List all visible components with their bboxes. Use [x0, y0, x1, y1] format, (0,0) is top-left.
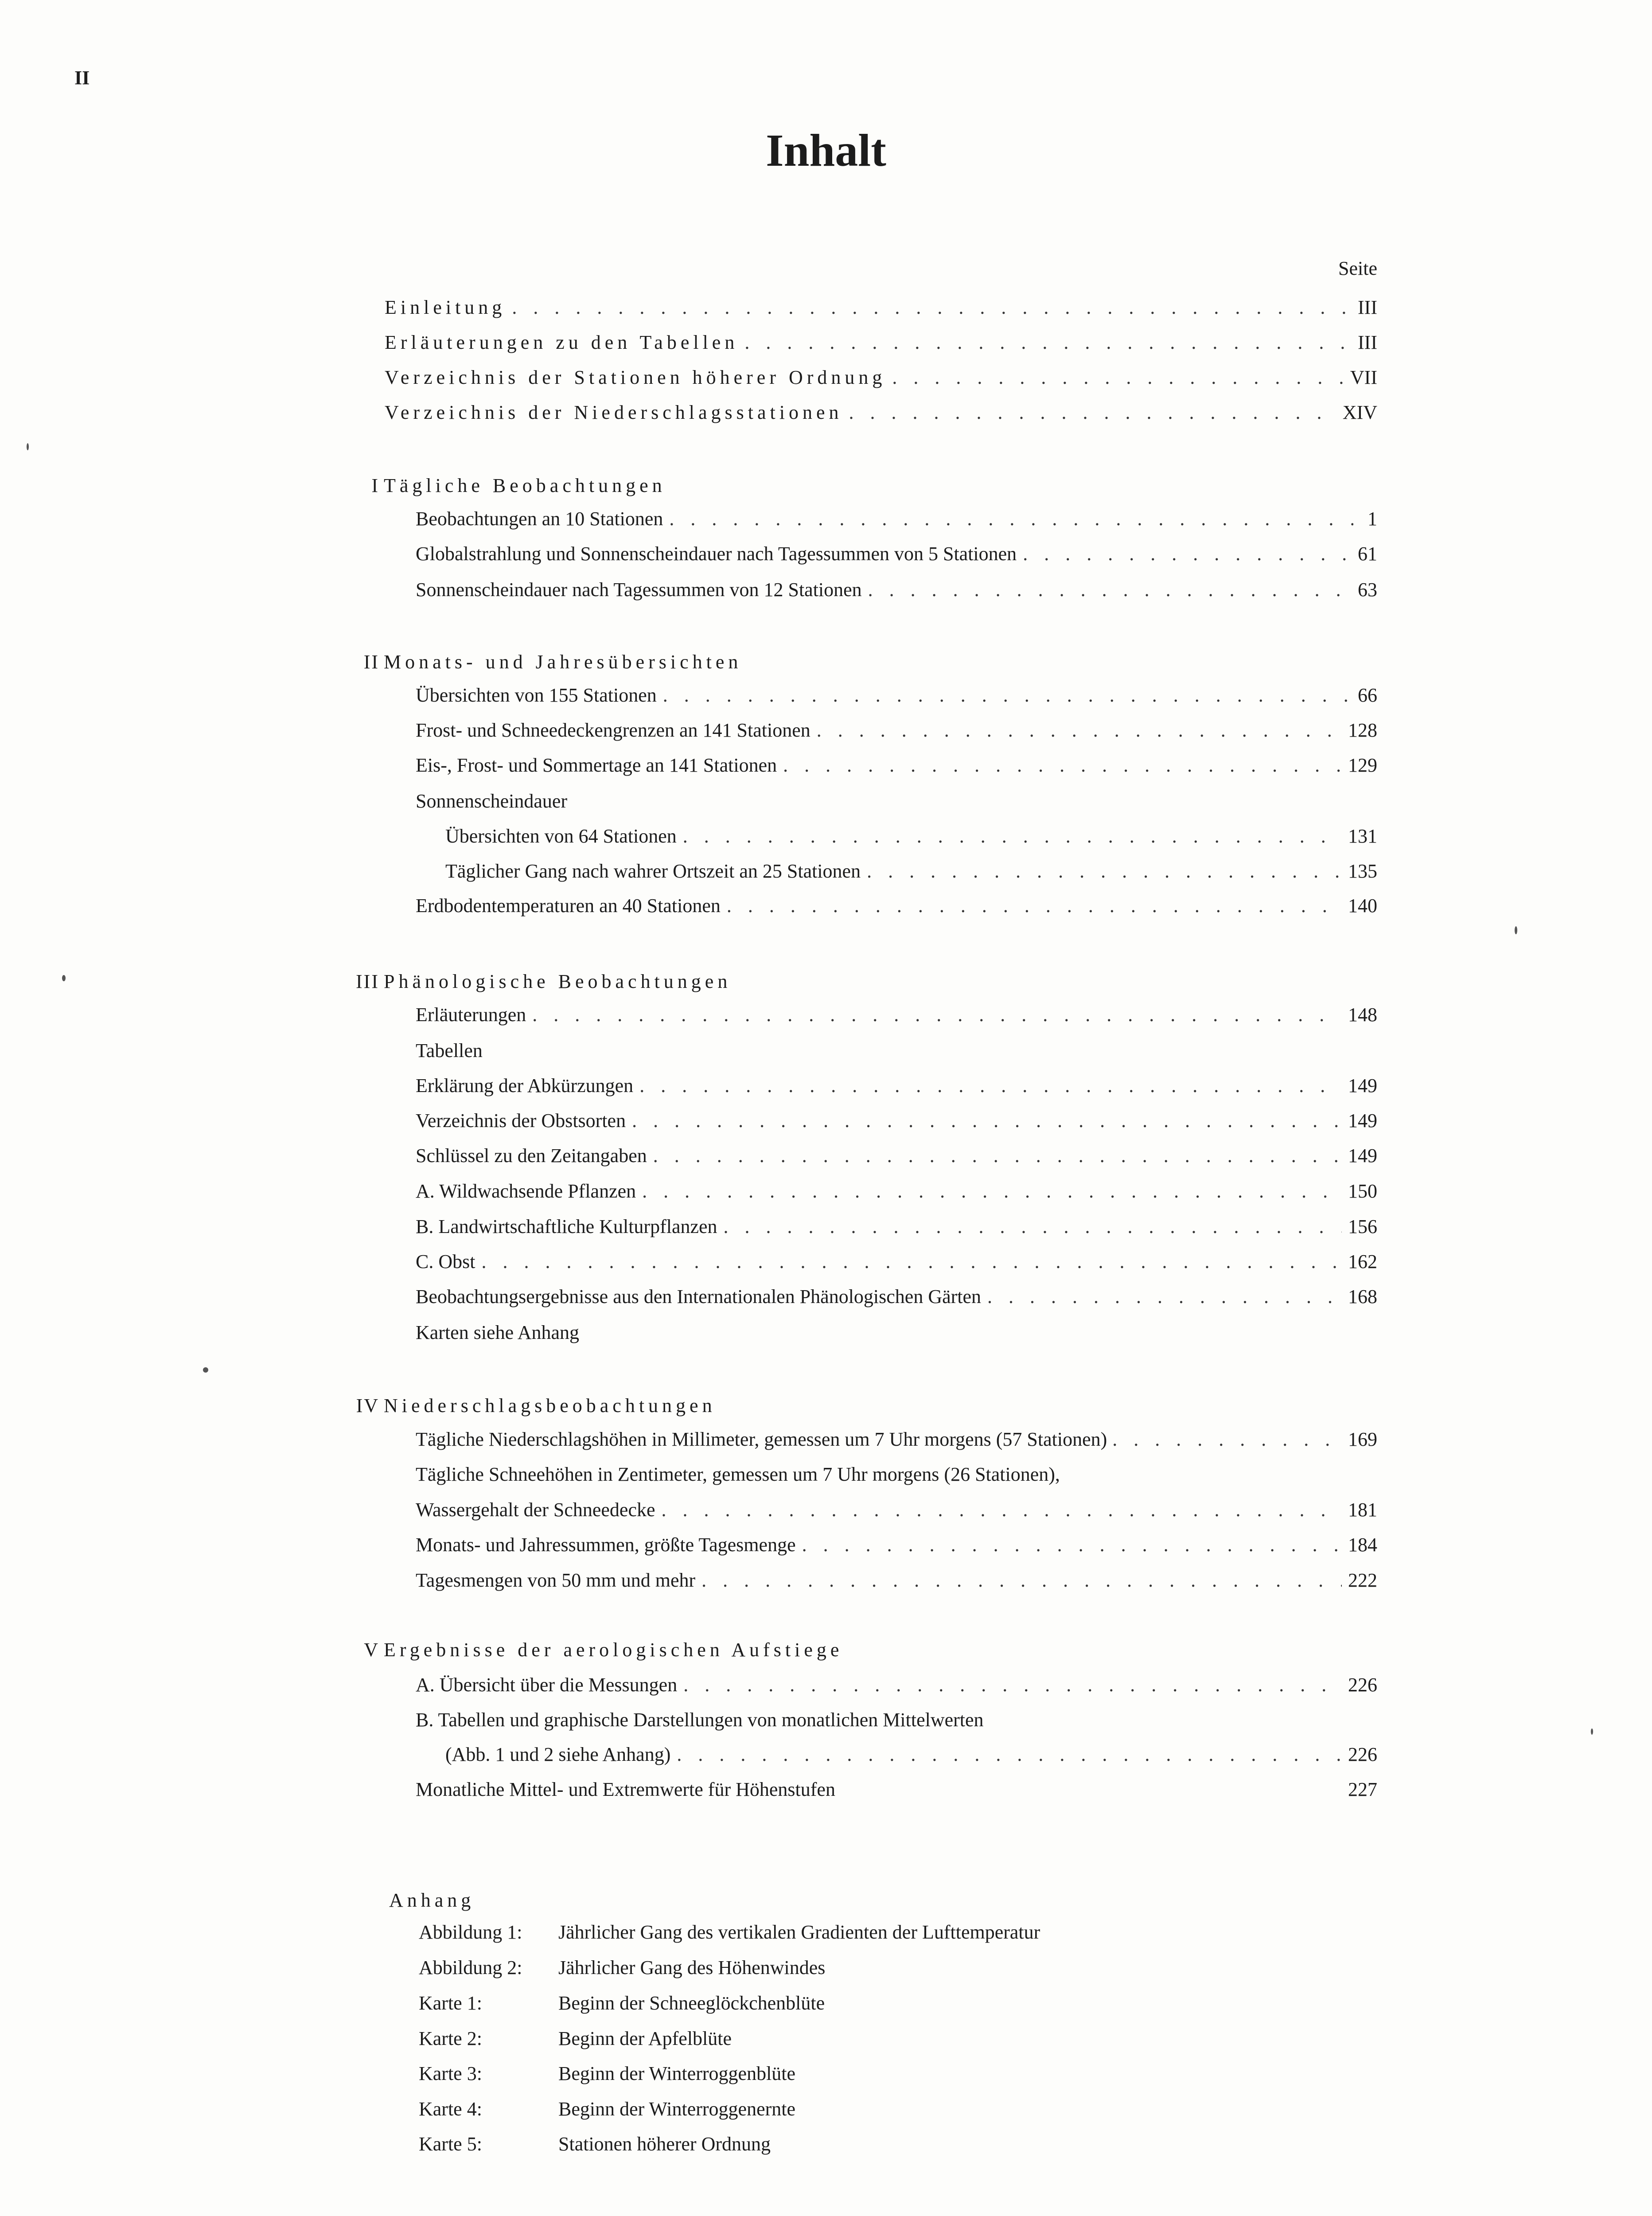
toc-entry-continued: [416, 1463, 1377, 1490]
toc-entry-page: 184: [1348, 1534, 1377, 1556]
toc-entry: [385, 331, 1377, 358]
toc-entry-title: Schlüssel zu den Zeitangaben: [416, 1145, 647, 1167]
toc-entry-title: Übersichten von 155 Stationen: [416, 684, 657, 706]
toc-entry-title: Tägliche Niederschlagshöhen in Millimeter, gemessen um 7 Uhr morgens (57 Stationen): [416, 1428, 1107, 1450]
appendix-heading: Anhang: [389, 1889, 475, 1911]
appendix-item-text: Jährlicher Gang des Höhenwindes: [558, 1957, 826, 1978]
dot-leader: [1112, 1428, 1343, 1451]
toc-entry: [416, 1285, 1377, 1312]
toc-entry-title: Erdbodentemperaturen an 40 Stationen: [416, 895, 721, 917]
toc-note: [416, 1321, 1377, 1348]
toc-entry: [416, 1003, 1377, 1030]
toc-entry-page: 226: [1348, 1674, 1377, 1696]
dot-leader: [532, 1003, 1342, 1026]
dot-leader: [639, 1074, 1342, 1097]
dot-leader: [724, 1215, 1342, 1238]
toc-subheading: [416, 1039, 1377, 1066]
dot-leader: [683, 1674, 1342, 1696]
toc-entry-title: Monats- und Jahressummen, größte Tagesmenge: [416, 1534, 796, 1556]
appendix-item-text: Beginn der Apfelblüte: [558, 2028, 732, 2049]
dot-leader: [987, 1285, 1342, 1308]
toc-entry-page: 128: [1348, 719, 1377, 741]
toc-entry: [416, 1674, 1377, 1700]
toc-entry-page: 156: [1348, 1216, 1377, 1237]
dot-leader: [683, 825, 1342, 847]
toc-entry: [416, 1215, 1377, 1242]
toc-entry-page: 149: [1348, 1110, 1377, 1131]
toc-entry-title: Frost- und Schneedeckengrenzen an 141 Stationen: [416, 719, 810, 741]
appendix-item-label: Karte 3:: [419, 2063, 482, 2084]
toc-entry: [416, 1250, 1377, 1277]
section-heading: [342, 651, 742, 673]
toc-entry: [416, 1144, 1377, 1171]
dot-leader: [1023, 542, 1352, 565]
toc-entry: [385, 366, 1377, 393]
dot-leader: [677, 1743, 1342, 1766]
dot-leader: [669, 507, 1353, 530]
toc-entry-title: Eis-, Frost- und Sommertage an 141 Stationen: [416, 754, 777, 776]
toc-entry: [416, 1533, 1377, 1560]
dot-leader: [481, 1250, 1342, 1273]
appendix-item: [419, 2027, 732, 2054]
section-number: IV: [356, 1395, 379, 1416]
toc-entry-title: B. Landwirtschaftliche Kulturpflanzen: [416, 1216, 717, 1237]
section-title: Phänologische Beobachtungen: [384, 971, 732, 992]
dot-leader: [744, 331, 1352, 354]
toc-entry-page: 61: [1358, 543, 1377, 565]
page-column-header: Seite: [1338, 257, 1377, 279]
dot-leader: [817, 719, 1342, 741]
toc-entry-page: 150: [1348, 1180, 1377, 1202]
toc-entry: [416, 1074, 1377, 1101]
toc-entry-title: Übersichten von 64 Stationen: [445, 825, 677, 847]
appendix-item: [419, 2062, 795, 2089]
dot-leader: [512, 296, 1352, 319]
appendix-item-label: Karte 2:: [419, 2028, 482, 2049]
toc-entry-title: Täglicher Gang nach wahrer Ortszeit an 25 Stationen: [445, 860, 861, 882]
appendix-item: [419, 1992, 825, 2018]
toc-entry-title: (Abb. 1 und 2 siehe Anhang): [445, 1744, 671, 1765]
dot-leader: [868, 578, 1352, 601]
appendix-item-text: Stationen höherer Ordnung: [558, 2133, 771, 2155]
toc-entry-page: 226: [1348, 1744, 1377, 1765]
section-heading: [342, 474, 666, 497]
toc-entry-page: 149: [1348, 1075, 1377, 1096]
toc-entry: [416, 578, 1377, 605]
toc-entry-title: A. Übersicht über die Messungen: [416, 1674, 678, 1696]
toc-entry: [385, 401, 1377, 428]
toc-entry-title: Beobachtungen an 10 Stationen: [416, 508, 663, 530]
toc-entry: [416, 542, 1377, 569]
section-title: Tägliche Beobachtungen: [384, 475, 666, 496]
toc-entry-title: Beobachtungsergebnisse aus den Internationalen Phänologischen Gärten: [416, 1286, 982, 1307]
toc-entry-page: 140: [1348, 895, 1377, 917]
dot-leader: [802, 1533, 1342, 1556]
toc-entry-title: B. Tabellen und graphische Darstellungen von monatlichen Mittelwerten: [416, 1709, 984, 1731]
toc-entry-page: 227: [1348, 1779, 1377, 1800]
toc-subheading: [416, 790, 1377, 816]
toc-entry-page: 129: [1348, 754, 1377, 776]
toc-entry: [445, 825, 1377, 851]
toc-entry-page: 222: [1348, 1569, 1377, 1591]
toc-entry: [416, 684, 1377, 710]
section-number: V: [364, 1639, 379, 1661]
section-heading: [342, 970, 731, 993]
toc-entry-title: Erläuterungen: [416, 1004, 526, 1026]
dot-leader: [842, 1778, 1342, 1801]
dot-leader: [867, 860, 1342, 882]
toc-entry: [416, 1109, 1377, 1136]
dot-leader: [662, 1498, 1342, 1521]
toc-entry-title: Wassergehalt der Schneedecke: [416, 1499, 655, 1521]
toc-entry-title: Tagesmengen von 50 mm und mehr: [416, 1569, 696, 1591]
toc-entry-title: Verzeichnis der Obstsorten: [416, 1110, 626, 1131]
dot-leader: [783, 754, 1342, 776]
toc-entry-title: A. Wildwachsende Pflanzen: [416, 1180, 636, 1202]
section-number: III: [356, 971, 379, 992]
toc-entry-title: Verzeichnis der Stationen höherer Ordnung: [385, 367, 886, 388]
toc-entry-title: C. Obst: [416, 1251, 475, 1272]
toc-entry: [416, 507, 1377, 534]
toc-entry-page: 181: [1348, 1499, 1377, 1521]
section-title: Niederschlagsbeobachtungen: [384, 1395, 716, 1416]
toc-entry-page: 135: [1348, 860, 1377, 882]
appendix-item-label: Karte 4:: [419, 2098, 482, 2120]
dot-leader: [663, 684, 1352, 706]
appendix-item-label: Abbildung 1:: [419, 1921, 522, 1943]
appendix-item-text: Beginn der Schneeglöckchenblüte: [558, 1992, 825, 2014]
toc-entry-page: 149: [1348, 1145, 1377, 1167]
toc-entry-page: 168: [1348, 1286, 1377, 1307]
toc-entry-page: VII: [1350, 367, 1377, 388]
toc-entry-title: Sonnenscheindauer: [416, 790, 568, 812]
toc-entry-page: 63: [1358, 579, 1377, 601]
dot-leader: [701, 1569, 1342, 1592]
dot-leader: [632, 1109, 1342, 1132]
toc-entry-page: III: [1358, 332, 1377, 353]
toc-entry: [416, 719, 1377, 745]
section-number: II: [363, 651, 379, 673]
appendix-item-label: Karte 5:: [419, 2133, 482, 2155]
toc-entry-title: Globalstrahlung und Sonnenscheindauer nach Tagessummen von 5 Stationen: [416, 543, 1017, 565]
appendix-item-text: Beginn der Winterroggenblüte: [558, 2063, 796, 2084]
toc-entry-title: Tägliche Schneehöhen in Zentimeter, gemessen um 7 Uhr morgens (26 Stationen),: [416, 1463, 1060, 1485]
toc-entry: [416, 1569, 1377, 1596]
toc-entry: [416, 1180, 1377, 1206]
section-number: I: [371, 475, 379, 496]
section-heading: [342, 1639, 843, 1661]
toc-entry: [445, 1743, 1377, 1770]
appendix-item: [419, 2098, 795, 2124]
toc-entry-page: XIV: [1342, 402, 1377, 423]
toc-entry-title: Erläuterungen zu den Tabellen: [385, 332, 739, 353]
toc-entry-continued: [416, 1709, 1377, 1735]
dot-leader: [642, 1180, 1342, 1202]
toc-entry: [416, 1498, 1377, 1525]
scan-speck: [1591, 1728, 1593, 1735]
dot-leader: [849, 401, 1336, 424]
section-title: Monats- und Jahresübersichten: [384, 651, 742, 673]
scan-speck: [27, 443, 29, 450]
appendix-item-text: Jährlicher Gang des vertikalen Gradienten der Lufttemperatur: [558, 1921, 1040, 1943]
page-title: Inhalt: [766, 125, 886, 176]
toc-entry-page: 131: [1348, 825, 1377, 847]
toc-entry-title: Karten siehe Anhang: [416, 1322, 579, 1343]
toc-entry: [416, 894, 1377, 921]
toc-entry: [445, 860, 1377, 886]
toc-entry-title: Verzeichnis der Niederschlagsstationen: [385, 402, 843, 423]
appendix-item: [419, 1921, 1040, 1947]
toc-entry-page: 162: [1348, 1251, 1377, 1272]
toc-entry-page: 66: [1358, 684, 1377, 706]
toc-entry-title: Einleitung: [385, 297, 506, 318]
appendix-item-text: Beginn der Winterroggenernte: [558, 2098, 796, 2120]
toc-entry: [416, 754, 1377, 780]
toc-entry-title: Tabellen: [416, 1040, 483, 1061]
toc-entry-title: Monatliche Mittel- und Extremwerte für Höhenstufen: [416, 1779, 835, 1800]
dot-leader: [892, 366, 1344, 389]
toc-entry-title: Sonnenscheindauer nach Tagessummen von 12 Stationen: [416, 579, 862, 601]
toc-entry: [416, 1778, 1377, 1805]
dot-leader: [727, 894, 1342, 917]
scan-speck: [1515, 926, 1517, 934]
appendix-item-label: Abbildung 2:: [419, 1957, 522, 1978]
appendix-item: [419, 1956, 825, 1983]
page-number: II: [74, 67, 90, 89]
appendix-item: [419, 2133, 771, 2159]
toc-entry-page: 148: [1348, 1004, 1377, 1026]
toc-entry-title: Erklärung der Abkürzungen: [416, 1075, 634, 1096]
toc-entry-page: III: [1358, 297, 1377, 318]
dot-leader: [653, 1144, 1342, 1167]
scan-speck: [62, 975, 66, 981]
scan-speck: [203, 1367, 208, 1373]
toc-entry-page: 1: [1368, 508, 1377, 530]
toc-entry-page: 169: [1348, 1428, 1377, 1450]
toc-entry: [385, 296, 1377, 323]
section-heading: [342, 1394, 716, 1417]
section-title: Ergebnisse der aerologischen Aufstiege: [384, 1639, 843, 1661]
toc-entry: [416, 1428, 1377, 1455]
appendix-item-label: Karte 1:: [419, 1992, 482, 2014]
